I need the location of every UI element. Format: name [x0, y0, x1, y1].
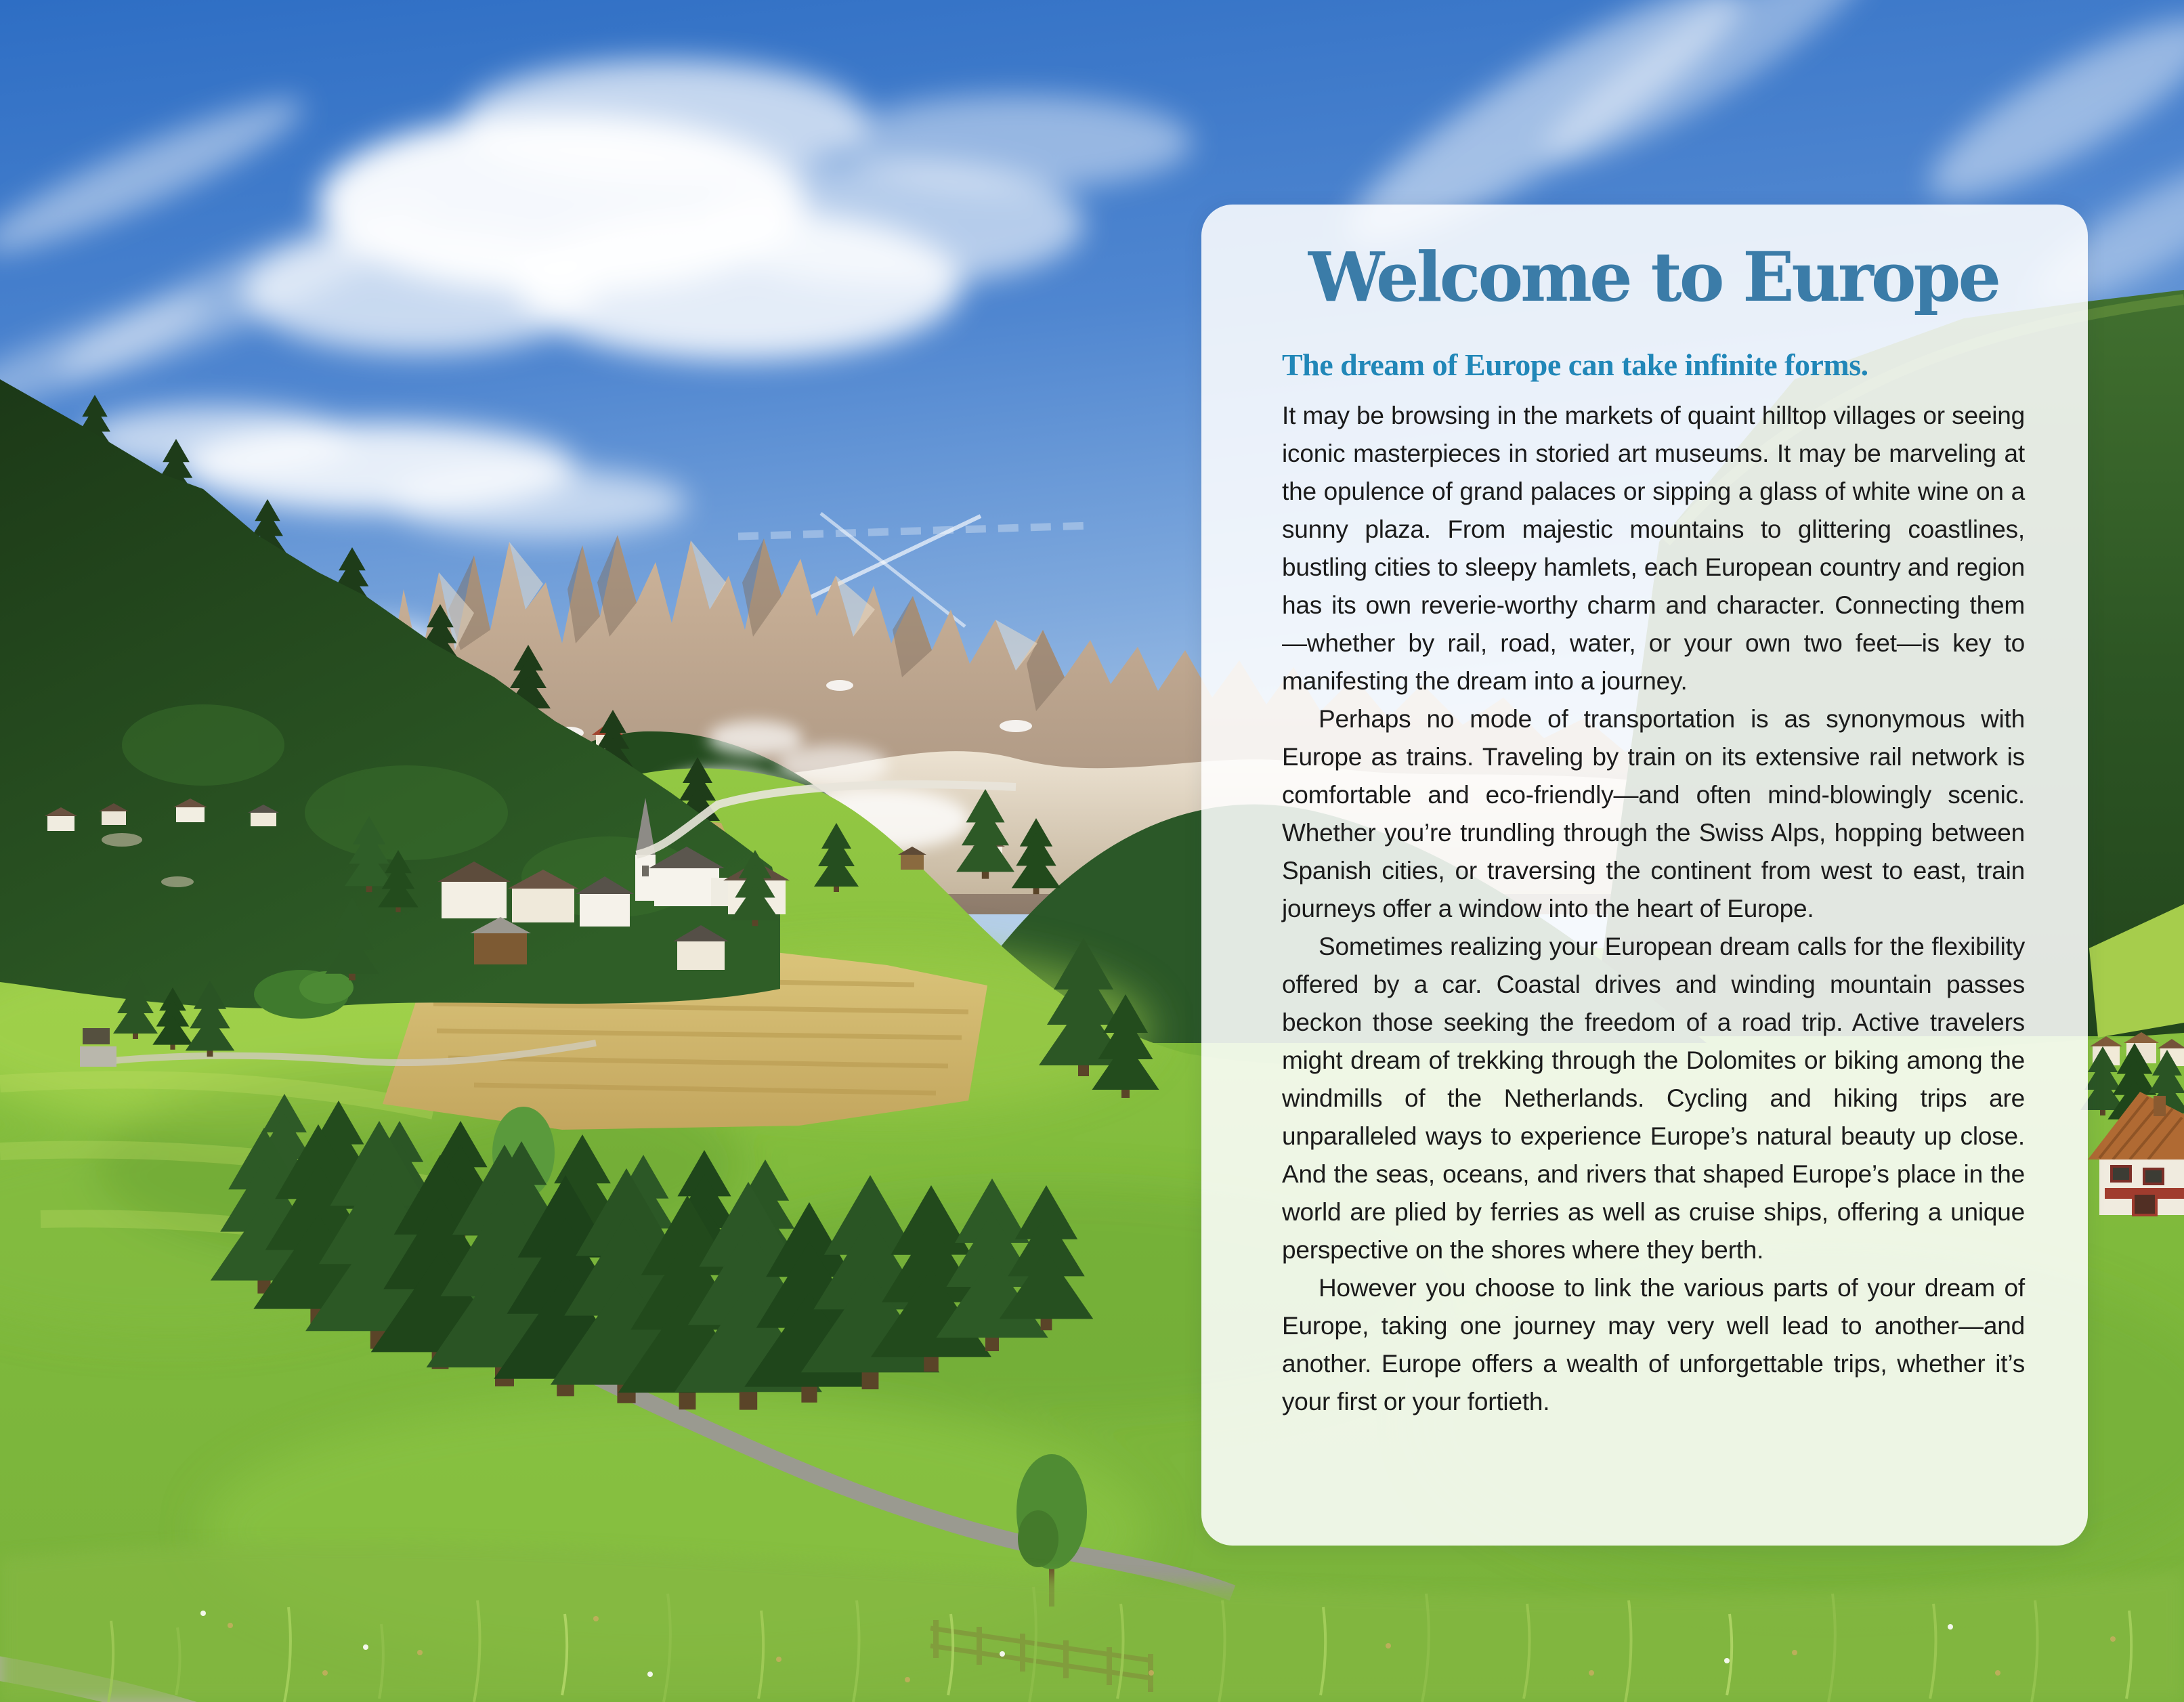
body-text [1282, 397, 2025, 1421]
body-paragraph-1: It may be browsing in the markets of quaint hilltop villages or seeing iconic masterpieces in storied art museums. It may be marveling at the opulence of grand palaces or sipping a glass of white wine on a sunny plaza. From majestic mountains to glittering coastlines, bustling cities to sleepy hamlets, each European country and region has its own reverie-worthy charm and character. Connecting them—whether by rail, road, water, or your own two feet—is key to manifesting the dream into a journey. [1282, 401, 2025, 695]
body-paragraph-3: Sometimes realizing your European dream calls for the flexibility offered by a car. Coastal drives and winding mountain passes beckon those seeking the freedom of a road trip. Active travelers might dream of trekking through the Dolomites or biking among the windmills of the Netherlands. Cycling and hiking trips are unparalleled ways to experience Europe’s natural beauty up close. And the seas, oceans, and rivers that shaped Europe’s place in the world are plied by ferries as well as cruise ships, offering a unique perspective on the shores where they berth. [1282, 932, 2025, 1264]
lede: The dream of Europe can take infinite forms. [1282, 347, 1868, 382]
body-paragraph-2: Perhaps no mode of transportation is as synonymous with Europe as trains. Traveling by train on its extensive rail network is comfortable and eco-friendly—and often mind-blowingly scenic. Whether you’re trundling through the Swiss Alps, hopping between Spanish cities, or traversing the continent from west to east, train journeys offer a window into the heart of Europe. [1282, 704, 2025, 922]
page-title: Welcome to Europe [1308, 237, 1999, 317]
welcome-card [1201, 205, 2088, 1546]
body-paragraph-4: However you choose to link the various parts of your dream of Europe, taking one journey may very well lead to another—and another. Europe offers a wealth of unforgettable trips, whether it’s your first or your fortieth. [1282, 1273, 2025, 1416]
